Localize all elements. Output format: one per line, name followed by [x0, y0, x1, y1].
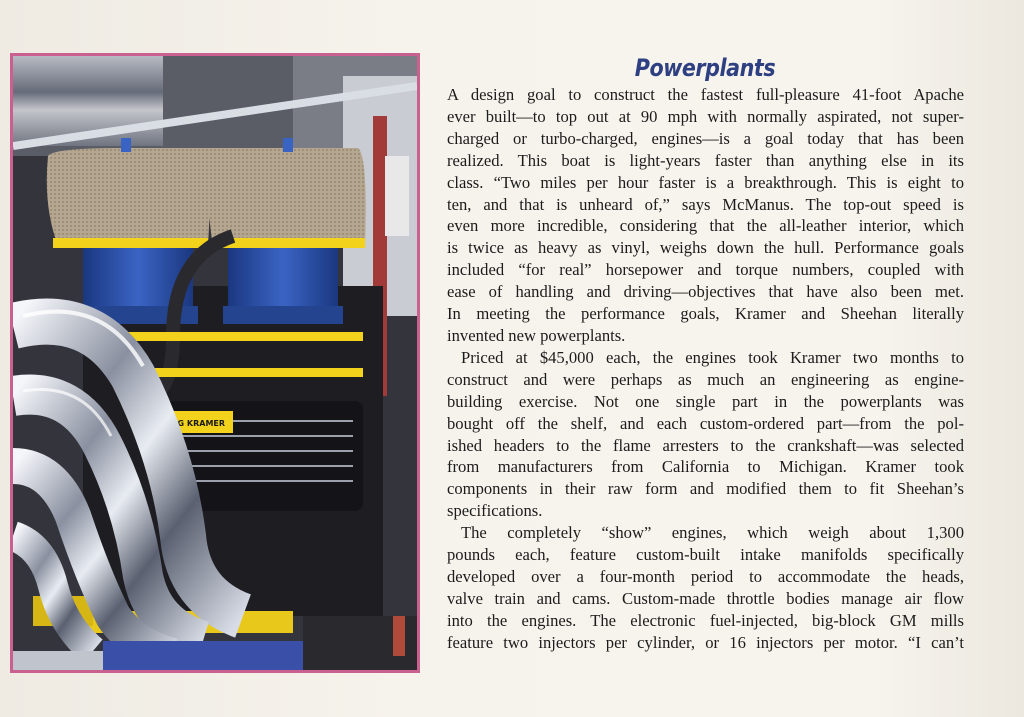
- text-line: A design goal to construct the fastest full-pleasure 41-foot Apache: [447, 85, 964, 104]
- text-line: building exercise. Not one single part in the powerplants was: [447, 391, 964, 411]
- text-line: The completely “show” engines, which weigh about 1,300: [461, 523, 964, 543]
- engine-photo-frame: [10, 53, 420, 673]
- text-line: even more incredible, considering that the all-leather interior, which: [447, 216, 964, 236]
- text-line: is twice as heavy as vinyl, weighs down the hull. Performance goals: [447, 238, 964, 258]
- text-line: pounds each, feature custom-built intake manifolds specifically: [447, 545, 964, 565]
- text-line: invented new powerplants.: [447, 325, 626, 345]
- text-line: ever built—to top out at 90 mph with normally aspirated, not super-: [447, 106, 964, 126]
- text-line: components in their raw form and modified them to fit Sheehan’s: [447, 479, 964, 499]
- text-line: construct and were perhaps as much an engineering as engine-: [447, 369, 964, 389]
- text-line: class. “Two miles per hour faster is a breakthrough. This is eight to: [447, 172, 964, 192]
- air-filters: [47, 138, 366, 248]
- text-line: ten, and that is unheard of,” says McManus. The top-out speed is: [447, 194, 964, 214]
- text-line: bought off the shelf, and each custom-ordered part—from the pol-: [447, 413, 964, 433]
- text-line: feature two injectors per cylinder, or 16 injectors per motor. “I can’t: [447, 632, 964, 652]
- article-title: Powerplants: [634, 54, 776, 82]
- valve-cover-label: GG KRAMER: [170, 419, 226, 428]
- text-line: ished headers to the flame arresters to the crankshaft—was selected: [447, 435, 964, 455]
- engine-illustration: [13, 56, 417, 670]
- text-line: developed over a four-month period to accommodate the heads,: [447, 566, 964, 586]
- text-line: from manufacturers from California to Michigan. Kramer took: [447, 457, 964, 477]
- text-line: ease of handling and driving—objectives that have also been met.: [447, 282, 964, 302]
- text-line: Priced at $45,000 each, the engines took Kramer two months to: [461, 347, 964, 367]
- text-line: realized. This boat is light-years faster than anything else in its: [447, 150, 964, 170]
- article-body: [447, 84, 964, 654]
- engine-photo: [13, 56, 417, 670]
- text-line: In meeting the performance goals, Kramer and Sheehan literally: [447, 304, 964, 324]
- paragraph-1: [447, 84, 964, 347]
- paragraph-3: [447, 522, 964, 653]
- text-line: valve train and cams. Custom-made throttle bodies manage air flow: [447, 588, 964, 608]
- paragraph-2: [447, 347, 964, 522]
- text-line: charged or turbo-charged, engines—is a goal today that has been: [447, 128, 964, 148]
- text-line: included “for real” horsepower and torque numbers, coupled with: [447, 260, 964, 280]
- text-line: into the engines. The electronic fuel-injected, big-block GM mills: [447, 610, 964, 630]
- text-line: specifications.: [447, 501, 543, 521]
